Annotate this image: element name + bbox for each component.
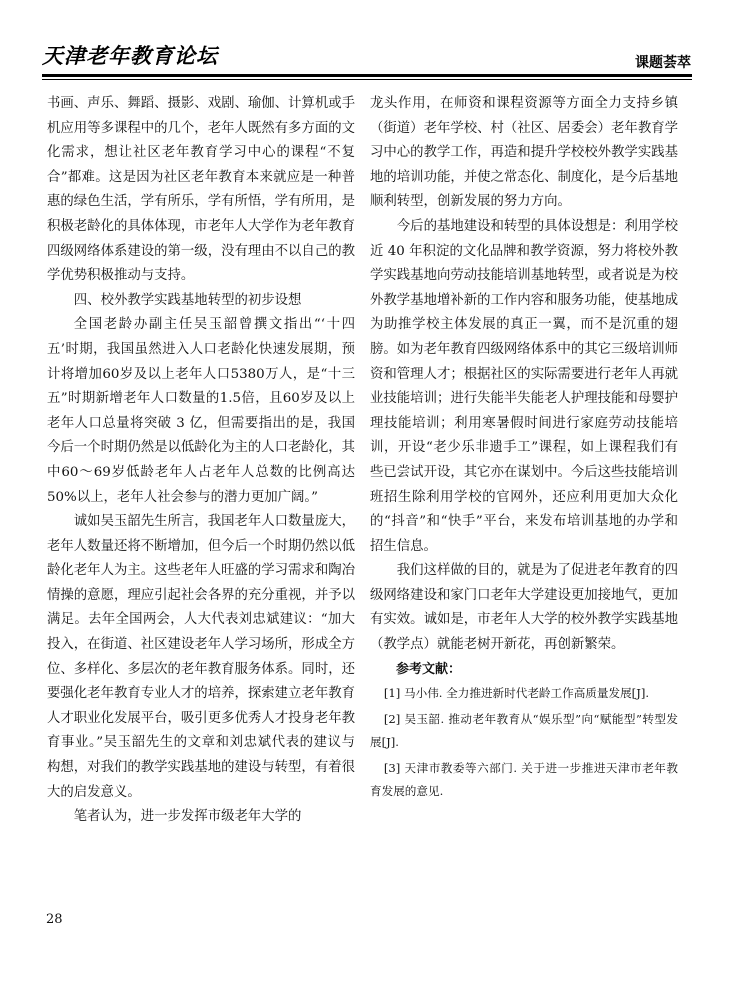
reference-item: [1] 马小伟. 全力推进新时代老龄工作高质量发展[J]. [383, 686, 650, 701]
section-heading: 四、校外教学实践基地转型的初步设想 [73, 292, 302, 308]
header-rule [42, 74, 692, 77]
paragraph: 今后的基地建设和转型的具体设想是：利用学校近 40 年积淀的文化品牌和教学资源，努力将校外教学实践基地向劳动技能培训基地转型，或者说是为校外教学基地增补新的工作内容和服务功能，使基地成为助推学校主体发展的真正一翼，而不是沉重的翅膀。如为老年教育四级网络体系中的其它三级培训师资和管理人才；根据社区的实际需要进行老年人再就业技能培训；进行失能半失能老人护理技能和母婴护理技能培训；利用寒暑假时间进行家庭劳动技能培训，开设“老少乐非遗手工”课程，如上课程我们有些已尝试开设，其它亦在谋划中。今后这些技能培训班招生除利用学校的官网外，还应利用更加大众化的“抖音”和“快手”平台，来发布培训基地的办学和招生信息。 [370, 218, 678, 554]
reference-item: [3] 天津市教委等六部门. 关于进一步推进天津市老年教育发展的意见. [370, 761, 678, 799]
paragraph: 全国老龄办副主任吴玉韶曾撰文指出“‘十四五’时期，我国虽然进入人口老龄化快速发展期，预计将增加60岁及以上老年人口5380万人，是“十三五”时期新增老年人口数量的1.5倍，且60岁及以上老年人口总量将突破 3 亿，但需要指出的是，我国今后一个时期仍然是以低龄化为主的人口老龄化，其中60～69岁低龄老年人占老年人总数的比例高达50%以上，老年人社会参与的潜力更加广阔。” [47, 317, 355, 505]
paragraph: 笔者认为，进一步发挥市级老年大学的 [73, 809, 302, 825]
page-number: 28 [46, 912, 63, 927]
right-column [370, 92, 678, 806]
header-rule-thin [42, 79, 692, 80]
reference-item: [2] 吴玉韶. 推动老年教育从“娱乐型”向“赋能型”转型发展[J]. [370, 712, 678, 750]
paragraph: 书画、声乐、舞蹈、摄影、戏剧、瑜伽、计算机或手机应用等多课程中的几个，老年人既然有多方面的文化需求，想让社区老年教育学习中心的课程“不复合”都难。这是因为社区老年教育本来就应是一种普惠的绿色生活，学有所乐，学有所悟，学有所用，是积极老龄化的具体体现，市老年人大学作为老年教育四级网络体系建设的第一级，没有理由不以自己的教学优势积极推动与支持。 [47, 96, 355, 284]
paragraph: 我们这样做的目的，就是为了促进老年教育的四级网络建设和家门口老年大学建设更加接地气，更加有实效。诚如是，市老年人大学的校外教学实践基地（教学点）就能老树开新花，再创新繁荣。 [370, 563, 678, 653]
left-column [47, 92, 355, 830]
journal-masthead: 天津老年教育论坛 [42, 43, 218, 68]
references-heading: 参考文献： [396, 661, 462, 677]
paragraph: 龙头作用，在师资和课程资源等方面全力支持乡镇（街道）老年学校、村（社区、居委会）老年教育学习中心的教学工作，再造和提升学校校外教学实践基地的培训功能，并使之常态化、制度化，是今后基地顺利转型，创新发展的努力方向。 [370, 96, 678, 210]
section-tag: 课题荟萃 [635, 55, 691, 71]
paragraph: 诚如吴玉韶先生所言，我国老年人口数量庞大，老年人数量还将不断增加，但今后一个时期仍然以低龄化老年人为主。这些老年人旺盛的学习需求和陶冶情操的意愿，理应引起社会各界的充分重视，并予以满足。去年全国两会，人大代表刘忠斌建议：“加大投入，在街道、社区建设老年人学习场所，形成全方位、多样化、多层次的老年教育服务体系。同时，还要强化老年教育专业人才的培养，探索建立老年教育人才职业化发展平台，吸引更多优秀人才投身老年教育事业。”吴玉韶先生的文章和刘忠斌代表的建议与构想，对我们的教学实践基地的建设与转型，有着很大的启发意义。 [47, 514, 355, 800]
